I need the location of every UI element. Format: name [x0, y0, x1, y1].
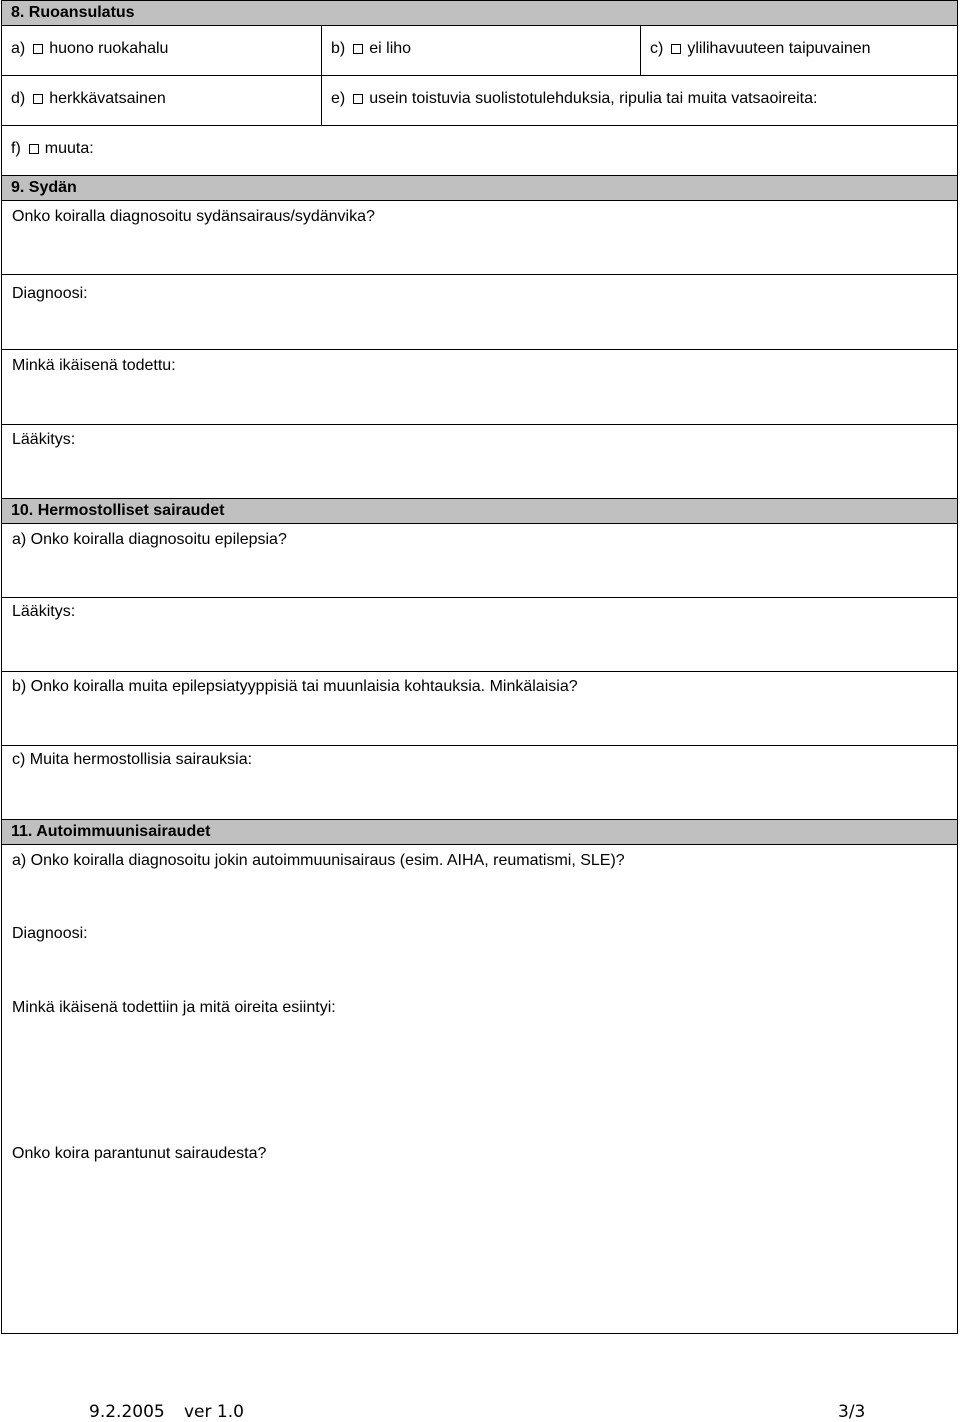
section-8-row-2 — [2, 76, 957, 126]
section-10-medication-field[interactable] — [2, 598, 957, 672]
section-10-question-b: b) Onko koiralla muita epilepsiatyyppisiä tai muunlaisia kohtauksia. Minkälaisia? — [12, 678, 578, 695]
option-a-letter: a) — [11, 40, 26, 57]
section-9-medication-field[interactable] — [2, 425, 957, 499]
section-9-age-label: Minkä ikäisenä todettu: — [12, 357, 176, 374]
footer-version: ver 1.0 — [184, 1402, 244, 1422]
section-10-title: 10. Hermostolliset sairaudet — [11, 502, 225, 519]
section-8-title: 8. Ruoansulatus — [11, 4, 135, 21]
section-10-other-field[interactable] — [2, 746, 957, 820]
section-9-diagnosis-label: Diagnoosi: — [12, 285, 88, 302]
section-9-medication-label: Lääkitys: — [12, 431, 76, 448]
section-8-row-3 — [2, 126, 957, 176]
section-10-header — [2, 499, 957, 524]
option-f-letter: f) — [11, 140, 21, 157]
option-a[interactable] — [2, 26, 322, 75]
option-b-checkbox[interactable] — [353, 44, 363, 54]
option-e-label: usein toistuvia suolistotulehduksia, ripulia tai muita vatsaoireita: — [369, 90, 818, 107]
option-b[interactable] — [322, 26, 641, 75]
option-c-label: ylilihavuuteen taipuvainen — [687, 40, 871, 57]
option-c[interactable] — [641, 26, 957, 75]
option-b-letter: b) — [331, 40, 346, 57]
option-f-checkbox[interactable] — [29, 144, 39, 154]
section-10-medication-label: Lääkitys: — [12, 603, 76, 620]
footer-page-number: 3/3 — [838, 1402, 866, 1422]
section-9-question: Onko koiralla diagnosoitu sydänsairaus/sydänvika? — [12, 208, 375, 225]
section-10-epilepsy-field[interactable] — [2, 524, 957, 598]
section-10-seizures-field[interactable] — [2, 672, 957, 746]
section-10-question-a: a) Onko koiralla diagnosoitu epilepsia? — [12, 531, 287, 548]
option-d-checkbox[interactable] — [33, 94, 43, 104]
option-d-letter: d) — [11, 90, 26, 107]
option-e-letter: e) — [331, 90, 346, 107]
option-d-label: herkkävatsainen — [49, 90, 166, 107]
option-f[interactable] — [2, 126, 957, 175]
health-form — [1, 0, 958, 1334]
section-11-question-a: a) Onko koiralla diagnosoitu jokin autoimmuunisairaus (esim. AIHA, reumatismi, SLE)? — [12, 852, 625, 869]
option-c-letter: c) — [650, 40, 664, 57]
section-9-title: 9. Sydän — [11, 179, 77, 196]
option-c-checkbox[interactable] — [671, 44, 681, 54]
option-a-label: huono ruokahalu — [49, 40, 169, 57]
option-f-label: muuta: — [44, 140, 94, 157]
option-e[interactable] — [322, 76, 957, 125]
option-a-checkbox[interactable] — [33, 44, 43, 54]
footer-date: 9.2.2005 — [89, 1402, 165, 1422]
section-9-age-field[interactable] — [2, 350, 957, 425]
option-d[interactable] — [2, 76, 322, 125]
section-10-question-c: c) Muita hermostollisia sairauksia: — [12, 751, 253, 768]
section-9-question-field[interactable] — [2, 201, 957, 275]
section-11-age-symptoms-label: Minkä ikäisenä todettiin ja mitä oireita esiintyi: — [12, 999, 336, 1016]
section-11-recovered-label: Onko koira parantunut sairaudesta? — [12, 1145, 267, 1162]
section-11-title: 11. Autoimmuunisairaudet — [11, 823, 211, 840]
section-9-diagnosis-field[interactable] — [2, 275, 957, 350]
option-e-checkbox[interactable] — [353, 94, 363, 104]
section-8-row-1 — [2, 26, 957, 76]
section-11-diagnosis-label: Diagnoosi: — [12, 925, 88, 942]
section-11-field[interactable] — [2, 845, 957, 1333]
section-11-header — [2, 820, 957, 845]
option-b-label: ei liho — [369, 40, 412, 57]
section-8-header — [2, 1, 957, 26]
section-9-header — [2, 176, 957, 201]
